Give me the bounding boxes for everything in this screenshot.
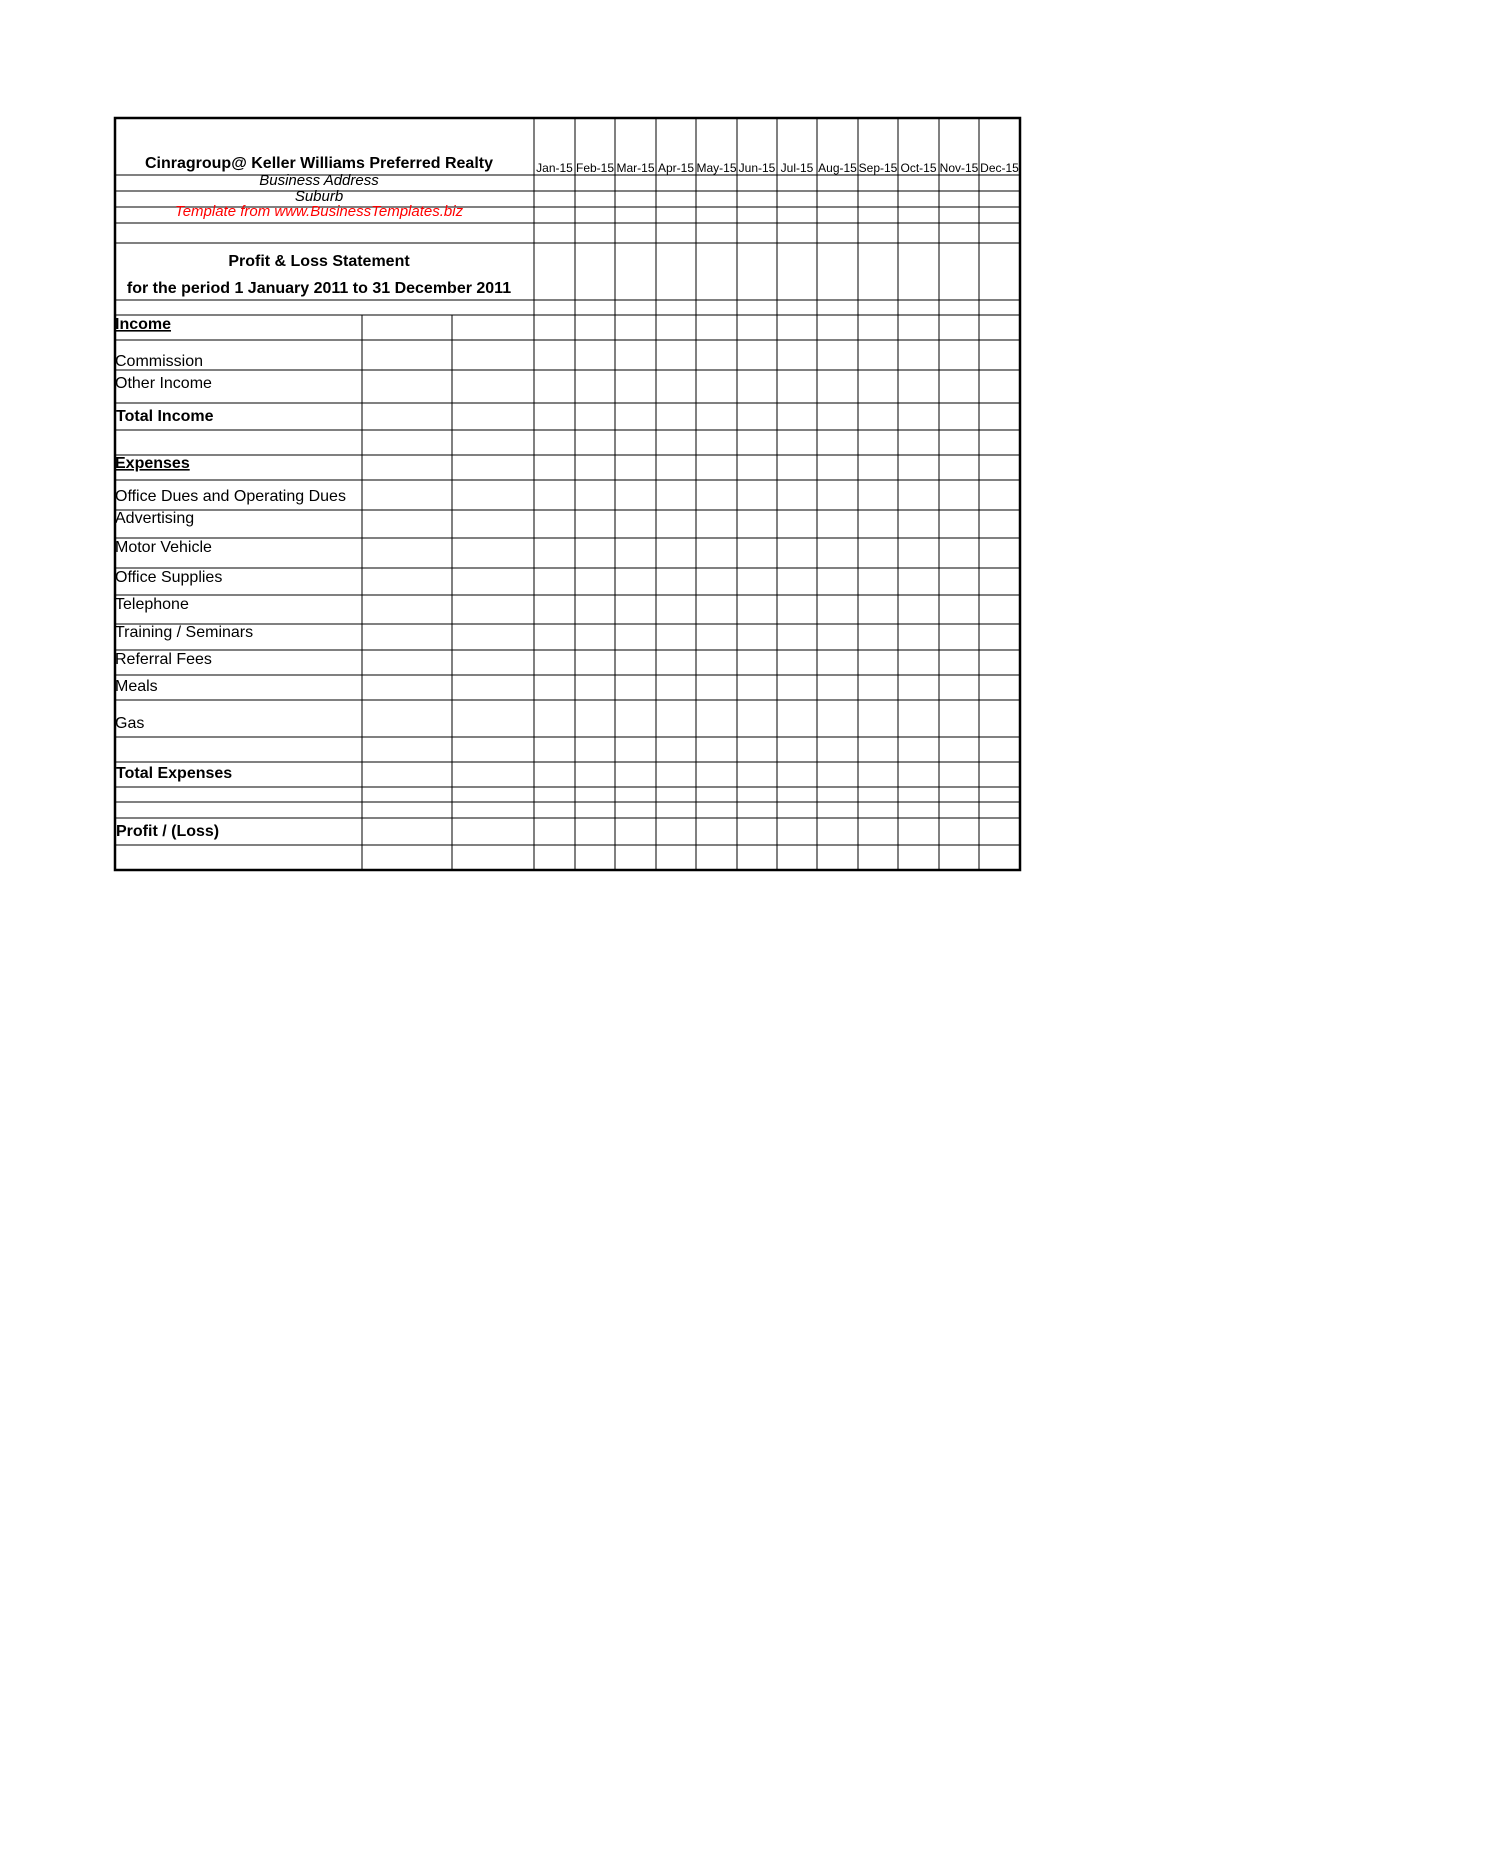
expense-item-office-dues: Office Dues and Operating Dues	[115, 488, 346, 505]
month-header-apr-15: Apr-15	[657, 161, 695, 175]
month-header-oct-15: Oct-15	[900, 161, 937, 175]
month-header-feb-15: Feb-15	[575, 161, 615, 175]
template-credit: Template from www.BusinessTemplates.biz	[174, 203, 464, 220]
expense-item-training: Training / Seminars	[115, 624, 254, 641]
statement-period: for the period 1 January 2011 to 31 December 2011	[126, 280, 512, 297]
total-income-label: Total Income	[116, 408, 214, 425]
month-header-jun-15: Jun-15	[738, 161, 776, 175]
expense-item-meals: Meals	[115, 678, 158, 695]
income-heading: Income	[115, 316, 172, 333]
expense-item-motor-vehicle: Motor Vehicle	[115, 539, 212, 556]
month-header-aug-15: Aug-15	[818, 161, 857, 175]
month-header-mar-15: Mar-15	[616, 161, 655, 175]
month-header-may-15: May-15	[696, 161, 737, 175]
expense-item-referral-fees: Referral Fees	[115, 651, 212, 668]
company-name: Cinragroup@ Keller Williams Preferred Realty	[144, 155, 494, 172]
expenses-heading: Expenses	[115, 455, 190, 472]
total-expenses-label: Total Expenses	[116, 765, 233, 782]
income-item-commission: Commission	[115, 353, 204, 370]
business-address: Business Address	[259, 172, 379, 189]
expense-item-office-supplies: Office Supplies	[115, 569, 223, 586]
month-headers	[536, 161, 1019, 175]
income-item-other-income: Other Income	[115, 375, 212, 392]
suburb: Suburb	[294, 188, 344, 205]
expense-item-telephone: Telephone	[115, 596, 189, 613]
expense-item-advertising: Advertising	[115, 510, 195, 527]
month-header-dec-15: Dec-15	[980, 161, 1019, 175]
expense-item-gas: Gas	[115, 715, 145, 732]
month-header-sep-15: Sep-15	[858, 161, 898, 175]
month-header-nov-15: Nov-15	[939, 161, 979, 175]
month-header-jan-15: Jan-15	[536, 161, 573, 175]
statement-title: Profit & Loss Statement	[228, 253, 410, 270]
profit-loss-label: Profit / (Loss)	[116, 823, 220, 840]
month-header-jul-15: Jul-15	[780, 161, 814, 175]
